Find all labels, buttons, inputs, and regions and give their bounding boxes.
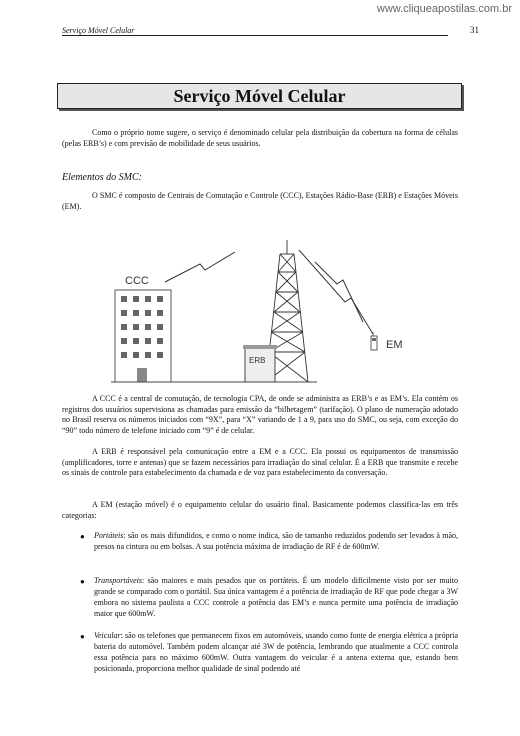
list-item-text xyxy=(94,575,458,619)
erb-label: ERB xyxy=(249,356,266,365)
ccc-paragraph: A CCC é a central de comutação, de tecnologia CPA, de onde se administra as ERB’s e as EM’s. Ela contém os registros dos usuários supervisiona as chamadas para emissão da “bilhetagem” (tarifação). O plano de numeração adotado no Brasil reserva os números iniciados com “9X”, para “X” variando de 1 a 9, para uso do SMC, ou seja, com exceção do “90” todo número de telefone iniciado com “9” é de celular. xyxy=(62,394,458,435)
watermark-url: www.cliqueapostilas.com.br xyxy=(376,3,512,15)
bullet-dot: ● xyxy=(80,577,85,586)
intro-paragraph: Como o próprio nome sugere, o serviço é denominado celular pela distribuição da cobertura na forma de células (pelas ERB’s) e com previsão de mobilidade de seus usuários. xyxy=(62,128,458,148)
erb-paragraph: A ERB é responsável pela comunicação entre a EM e a CCC. Ela possui os equipamentos de transmissão (amplificadores, torre e antenas) que se fazem necessários para irradiação do sinal celular. É a ERB que transmite e recebe os sinais de controle para estabelecimento da chamada e de voz para estabelecimento da conversação. xyxy=(62,447,458,477)
em-paragraph: A EM (estação móvel) é o equipamento celular do usuário final. Basicamente podemos classifica-las em três categorias: xyxy=(62,500,458,520)
category-description: : são maiores e mais pesados que os portáteis. É um modelo dificilmente visto por ser muito grande se comparado com o portátil. Sua única vantagem é a potência de irradiação de RF que pode chegar a 3W embora no sistema paulista a CCC controle a potência das EM’s e nunca permite uma potência de irradiação maior que 600mW. xyxy=(94,576,458,618)
list-item-text xyxy=(94,530,458,552)
ccc-building-icon xyxy=(115,290,171,382)
bullet-dot: ● xyxy=(80,532,85,541)
page-title: Serviço Móvel Celular xyxy=(57,83,462,109)
em-link-zigzag-upper xyxy=(299,250,373,334)
page-number: 31 xyxy=(470,25,479,35)
category-term: Portáteis xyxy=(94,531,124,540)
em-label: EM xyxy=(386,339,403,351)
list-item-text xyxy=(94,630,458,674)
category-term: Veicular xyxy=(94,631,121,640)
category-description: : são os mais difundidos, e como o nome indica, são de tamanho reduzidos podendo ser levados à mão, presos na cintura ou em bolsas. A sua potência máxima de irradiação de RF é de 600mW. xyxy=(94,531,458,551)
category-description: : são os telefones que permanecem fixos em automóveis, usando como fonte de energia elétrica a própria bateria do automóvel. Também podem alcançar até 3W de potência, lembrando que atualmente a CCC controla essa potência para no máximo 600mW. Outra vantagem do veicular é a antena externa que, estando bem posicionada, proporciona melhor qualidade de sinal podendo até xyxy=(94,631,458,673)
header-rule xyxy=(62,35,448,36)
running-header-title: Serviço Móvel Celular xyxy=(62,26,135,35)
bullet-dot: ● xyxy=(80,632,85,641)
smc-paragraph: O SMC é composto de Centrais de Comutação e Controle (CCC), Estações Rádio-Base (ERB) e Estações Móveis (EM). xyxy=(62,191,458,211)
ccc-link-zigzag xyxy=(165,252,235,282)
em-link-zigzag-lower xyxy=(315,262,363,322)
section-heading: Elementos do SMC: xyxy=(62,172,142,183)
category-term: Transportáveis xyxy=(94,576,143,585)
ccc-label: CCC xyxy=(125,275,149,287)
smc-diagram xyxy=(105,232,435,392)
mobile-phone-icon xyxy=(371,332,377,350)
